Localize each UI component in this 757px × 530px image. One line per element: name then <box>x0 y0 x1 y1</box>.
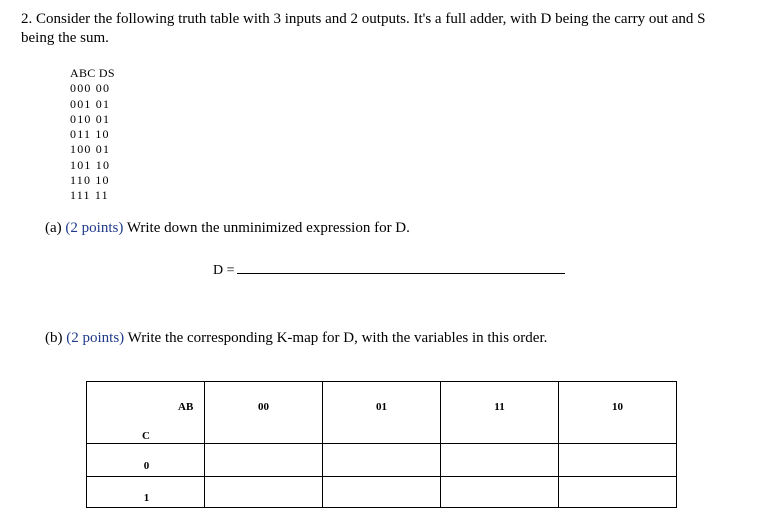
truth-table-row: 011 10 <box>70 127 110 142</box>
kmap-row-header: 1 <box>87 477 205 508</box>
truth-table-row: 001 01 <box>70 96 111 111</box>
part-b-text: Write the corresponding K-map for D, with the variables in this order. <box>127 330 548 346</box>
d-answer-prefix: D = <box>213 263 235 278</box>
d-answer-line <box>213 259 565 279</box>
truth-table <box>70 66 115 204</box>
part-a-points: (2 points) <box>65 220 124 236</box>
kmap-cell[interactable] <box>441 477 559 508</box>
kmap-corner-cell <box>87 382 205 444</box>
kmap-header-row <box>87 382 677 444</box>
truth-table-row: 101 10 <box>70 157 111 172</box>
kmap-col-header: 10 <box>559 382 677 444</box>
d-answer-blank[interactable] <box>237 259 565 274</box>
truth-table-row: 100 01 <box>70 142 111 157</box>
part-a-prompt <box>45 220 410 237</box>
kmap-cell[interactable] <box>559 477 677 508</box>
kmap-cell[interactable] <box>441 444 559 477</box>
part-a-text: Write down the unminimized expression for D. <box>126 220 410 236</box>
truth-table-row: 111 11 <box>70 188 109 203</box>
part-a-label: (a) <box>45 220 62 236</box>
kmap-row <box>87 477 677 508</box>
kmap-col-header: 00 <box>205 382 323 444</box>
truth-table-row: 000 00 <box>70 81 111 96</box>
part-b-label: (b) <box>45 330 63 346</box>
kmap-table <box>86 381 677 508</box>
kmap-cell[interactable] <box>559 444 677 477</box>
kmap-col-header: 11 <box>441 382 559 444</box>
kmap-row <box>87 444 677 477</box>
kmap-cell[interactable] <box>205 477 323 508</box>
kmap-col-header: 01 <box>323 382 441 444</box>
part-b-points: (2 points) <box>66 330 125 346</box>
truth-table-row: 010 01 <box>70 111 111 126</box>
truth-table-row: 110 10 <box>70 173 110 188</box>
kmap-cell[interactable] <box>323 477 441 508</box>
kmap-cell[interactable] <box>205 444 323 477</box>
kmap-cell[interactable] <box>323 444 441 477</box>
part-b-prompt <box>45 330 547 347</box>
question-prompt <box>21 10 741 48</box>
kmap-row-var: C <box>142 430 150 442</box>
kmap-col-var: AB <box>178 401 194 413</box>
kmap-row-header: 0 <box>87 444 205 477</box>
question-text: 2. Consider the following truth table with 3 inputs and 2 outputs. It's a full adder, with D being the carry out and S being the sum. <box>21 11 706 46</box>
truth-table-header: ABC DS <box>70 66 115 80</box>
